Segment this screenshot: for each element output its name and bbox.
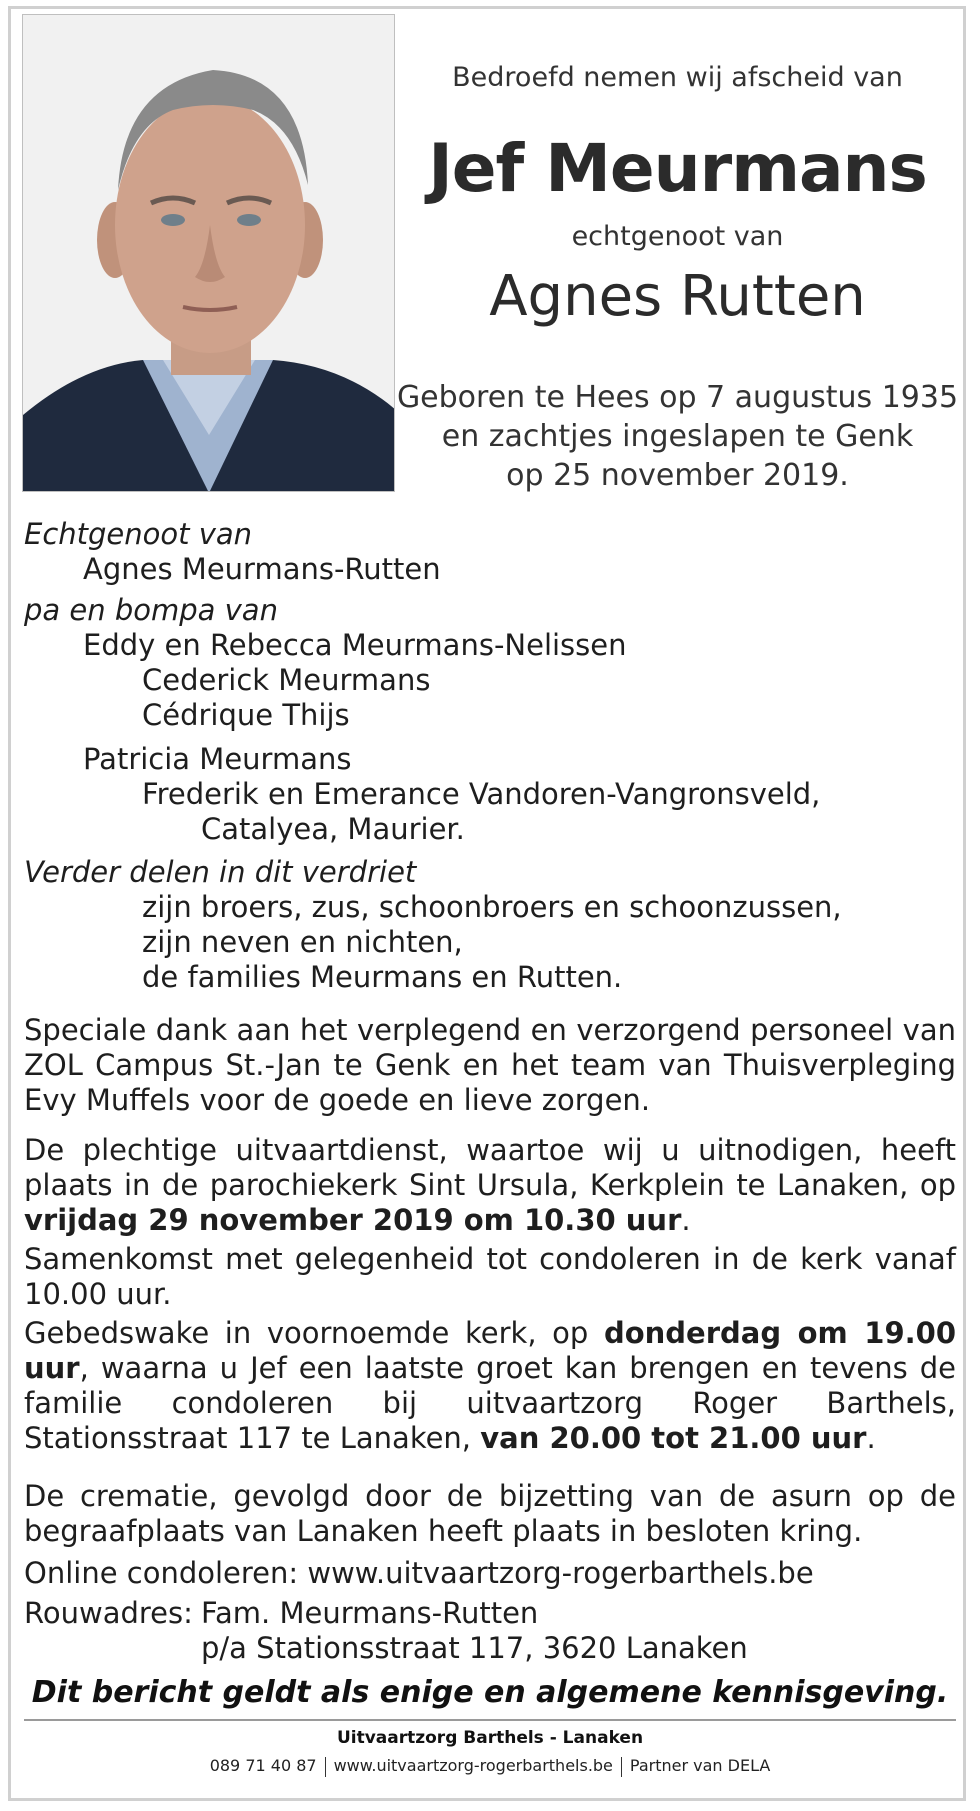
online-condolences: Online condoleren: www.uitvaartzorg-rogerbarthels.be bbox=[24, 1556, 814, 1590]
spouse-heading: Echtgenoot van bbox=[24, 517, 253, 551]
spouse-full-name: Agnes Meurmans-Rutten bbox=[83, 552, 441, 586]
grandchild-2: Cédrique Thijs bbox=[142, 698, 350, 732]
deceased-name: Jef Meurmans bbox=[428, 130, 927, 207]
others-line-2: zijn neven en nichten, bbox=[142, 925, 463, 959]
service-paragraph bbox=[24, 1133, 956, 1238]
children-heading: pa en bompa van bbox=[24, 593, 278, 627]
service-end: . bbox=[681, 1203, 691, 1237]
cremation-paragraph: De crematie, gevolgd door de bijzetting van de asurn op de begraafplaats van Lanaken heeft plaats in besloten kring. bbox=[24, 1479, 956, 1548]
child-2: Patricia Meurmans bbox=[83, 742, 352, 776]
intro-text: Bedroefd nemen wij afscheid van bbox=[452, 62, 903, 93]
others-line-1: zijn broers, zus, schoonbroers en schoonzussen, bbox=[142, 890, 842, 924]
service-text: De plechtige uitvaartdienst, waartoe wij u uitnodigen, heeft plaats in de parochiekerk Sint Ursula, Kerkplein te Lanaken, op bbox=[24, 1133, 956, 1202]
grandchild-3: Frederik en Emerance Vandoren-Vangronsveld, bbox=[142, 777, 821, 811]
others-line-3: de families Meurmans en Rutten. bbox=[142, 960, 623, 994]
address-block bbox=[24, 1596, 956, 1666]
address-label: Rouwadres: bbox=[24, 1596, 193, 1630]
footer-website[interactable]: www.uitvaartzorg-rogerbarthels.be bbox=[333, 1756, 613, 1775]
wake-end: . bbox=[866, 1421, 876, 1455]
closing-statement: Dit bericht geldt als enige en algemene kennisgeving. bbox=[31, 1675, 949, 1710]
portrait-photo bbox=[22, 14, 395, 492]
wake-text-1: Gebedswake in voornoemde kerk, op bbox=[24, 1316, 604, 1350]
portrait-illustration bbox=[23, 15, 395, 492]
grandchild-1: Cederick Meurmans bbox=[142, 663, 431, 697]
great-grandchildren: Catalyea, Maurier. bbox=[201, 812, 465, 846]
family-list bbox=[24, 517, 956, 995]
date-line: op 25 november 2019. bbox=[506, 458, 849, 493]
born-line: Geboren te Hees op 7 augustus 1935 bbox=[396, 380, 959, 415]
address-street: p/a Stationsstraat 117, 3620 Lanaken bbox=[201, 1631, 748, 1665]
spouse-prefix: echtgenoot van bbox=[571, 221, 784, 252]
footer-divider bbox=[24, 1719, 956, 1721]
footer-separator bbox=[325, 1757, 326, 1777]
wake-paragraph bbox=[24, 1316, 956, 1456]
footer-partner: Partner van DELA bbox=[629, 1756, 771, 1775]
child-1: Eddy en Rebecca Meurmans-Nelissen bbox=[83, 628, 627, 662]
wake-date: donderdag om 19.00 uur bbox=[24, 1316, 956, 1385]
footer-contact bbox=[24, 1756, 956, 1777]
others-heading: Verder delen in dit verdriet bbox=[24, 855, 417, 889]
wake-time: van 20.00 tot 21.00 uur bbox=[480, 1421, 867, 1455]
thanks-paragraph: Speciale dank aan het verplegend en verzorgend personeel van ZOL Campus St.-Jan te Genk en het team van Thuisverpleging Evy Muffels voor de goede en lieve zorgen. bbox=[24, 1013, 956, 1117]
gathering-paragraph: Samenkomst met gelegenheid tot condoleren in de kerk vanaf 10.00 uur. bbox=[24, 1242, 956, 1311]
address-name: Fam. Meurmans-Rutten bbox=[201, 1596, 539, 1630]
wake-text-2: , waarna u Jef een laatste groet kan brengen en tevens de familie condoleren bij uitvaartzorg Roger Barthels, Stationsstraat 117 te Lanaken, bbox=[24, 1351, 956, 1455]
service-date: vrijdag 29 november 2019 om 10.30 uur bbox=[24, 1203, 682, 1237]
spouse-name: Agnes Rutten bbox=[489, 264, 866, 329]
birth-death-info bbox=[395, 378, 960, 495]
footer-separator bbox=[621, 1757, 622, 1777]
passed-line: en zachtjes ingeslapen te Genk bbox=[441, 419, 914, 454]
funeral-home-name: Uitvaartzorg Barthels - Lanaken bbox=[336, 1728, 644, 1748]
footer-phone: 089 71 40 87 bbox=[209, 1756, 317, 1775]
